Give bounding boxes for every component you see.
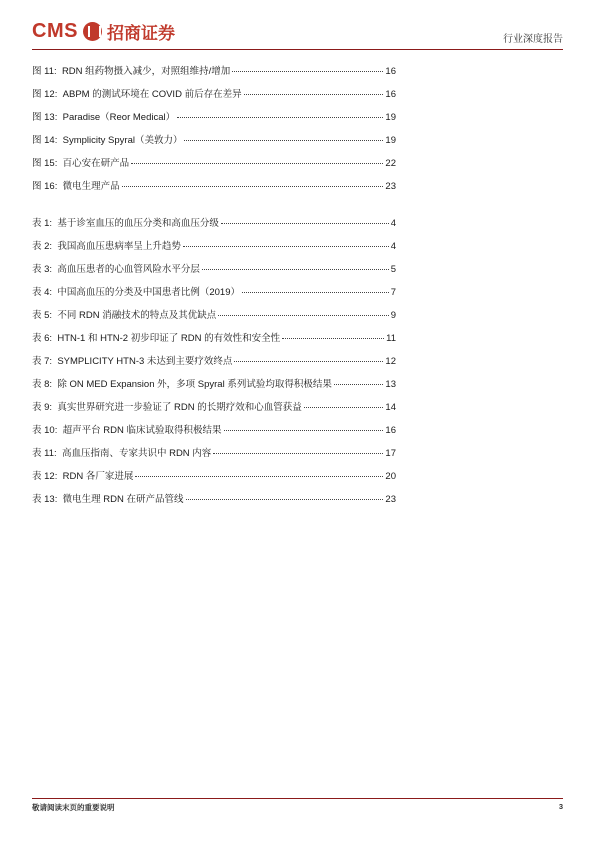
toc-entry-label: 表 5: xyxy=(32,310,53,321)
toc-entry-title: 超声平台 RDN 临床试验取得积极结果 xyxy=(62,425,222,436)
toc-entry-label: 表 7: xyxy=(32,356,53,367)
toc-entry-page: 13 xyxy=(385,379,396,390)
figure-index-entry[interactable] xyxy=(32,63,396,86)
logo-cms-text: CMS xyxy=(32,19,78,42)
toc-entry-title: 真实世界研究进一步验证了 RDN 的长期疗效和心血管获益 xyxy=(57,402,302,413)
logo-seal-icon xyxy=(83,22,102,41)
toc-entry-page: 14 xyxy=(385,402,396,413)
dot-leader xyxy=(304,407,384,408)
table-index-entry[interactable] xyxy=(32,261,396,284)
toc-entry-label: 表 9: xyxy=(32,402,53,413)
toc-entry-label: 表 8: xyxy=(32,379,53,390)
toc-entry-title: 微电生理 RDN 在研产品管线 xyxy=(62,494,184,505)
dot-leader xyxy=(135,476,383,477)
dot-leader xyxy=(186,499,384,500)
table-index-entry[interactable] xyxy=(32,399,396,422)
toc-entry-title: HTN-1 和 HTN-2 初步印证了 RDN 的有效性和安全性 xyxy=(57,333,281,344)
toc-entry-page: 19 xyxy=(385,112,396,123)
toc-entry-label: 图 11: xyxy=(32,66,57,77)
toc-entry-page: 23 xyxy=(385,494,396,505)
table-index-entry[interactable] xyxy=(32,215,396,238)
table-index-entry[interactable] xyxy=(32,307,396,330)
figure-index-entry[interactable] xyxy=(32,155,396,178)
dot-leader xyxy=(242,292,389,293)
company-logo xyxy=(32,18,175,44)
toc-entry-label: 表 6: xyxy=(32,333,53,344)
toc-entry-page: 4 xyxy=(390,218,396,229)
dot-leader xyxy=(244,94,384,95)
toc-entry-label: 表 12: xyxy=(32,471,58,482)
figure-index xyxy=(32,63,396,201)
toc-entry-label: 表 10: xyxy=(32,425,58,436)
toc-entry-page: 4 xyxy=(390,241,396,252)
toc-entry-label: 表 11: xyxy=(32,448,57,459)
toc-entry-label: 图 12: xyxy=(32,89,58,100)
disclaimer-note: 敬请阅读末页的重要说明 xyxy=(32,803,115,812)
toc-entry-title: 除 ON MED Expansion 外，多项 Spyral 系列试验均取得积极结果 xyxy=(57,379,332,390)
toc-entry-label: 图 16: xyxy=(32,181,58,192)
table-index-entry[interactable] xyxy=(32,491,396,514)
dot-leader xyxy=(202,269,389,270)
table-index-entry[interactable] xyxy=(32,353,396,376)
toc-entry-title: SYMPLICITY HTN-3 未达到主要疗效终点 xyxy=(57,356,233,367)
toc-entry-label: 图 13: xyxy=(32,112,58,123)
toc-entry-page: 23 xyxy=(385,181,396,192)
dot-leader xyxy=(122,186,384,187)
toc-entry-title: 高血压指南、专家共识中 RDN 内容 xyxy=(61,448,212,459)
toc-entry-title: 基于诊室血压的血压分类和高血压分级 xyxy=(57,218,219,229)
toc-entry-label: 表 13: xyxy=(32,494,58,505)
toc-entry-title: 中国高血压的分类及中国患者比例（2019） xyxy=(57,287,240,298)
toc-entry-label: 图 15: xyxy=(32,158,58,169)
toc-entry-page: 7 xyxy=(390,287,396,298)
page-header xyxy=(0,0,595,52)
dot-leader xyxy=(232,71,383,72)
dot-leader xyxy=(334,384,384,385)
toc-entry-label: 表 3: xyxy=(32,264,53,275)
figure-index-entry[interactable] xyxy=(32,86,396,109)
figure-index-entry[interactable] xyxy=(32,132,396,155)
toc-entry-page: 19 xyxy=(385,135,396,146)
toc-entry-title: 微电生理产品 xyxy=(62,181,120,192)
logo-chinese-text: 招商证券 xyxy=(106,23,175,44)
figure-index-entry[interactable] xyxy=(32,109,396,132)
header-divider xyxy=(32,49,563,50)
dot-leader xyxy=(234,361,383,362)
dot-leader xyxy=(282,338,384,339)
table-index-entry[interactable] xyxy=(32,422,396,445)
toc-entry-page: 5 xyxy=(390,264,396,275)
toc-entry-label: 表 4: xyxy=(32,287,53,298)
toc-entry-page: 20 xyxy=(385,471,396,482)
dot-leader xyxy=(213,453,383,454)
table-index-entry[interactable] xyxy=(32,376,396,399)
toc-entry-title: RDN 组药物摄入减少，对照组维持/增加 xyxy=(61,66,231,77)
toc-entry-title: 高血压患者的心血管风险水平分层 xyxy=(57,264,200,275)
toc-entry-page: 11 xyxy=(386,333,396,344)
toc-entry-page: 9 xyxy=(390,310,396,321)
dot-leader xyxy=(177,117,383,118)
table-index-entry[interactable] xyxy=(32,468,396,491)
dot-leader xyxy=(218,315,388,316)
toc-entry-label: 表 2: xyxy=(32,241,53,252)
toc-entry-title: ABPM 的测试环境在 COVID 前后存在差异 xyxy=(62,89,242,100)
dot-leader xyxy=(221,223,389,224)
dot-leader xyxy=(131,163,383,164)
table-index-entry[interactable] xyxy=(32,330,396,353)
toc-entry-title: Paradise（Reor Medical） xyxy=(62,112,176,123)
toc-entry-page: 16 xyxy=(385,89,396,100)
dot-leader xyxy=(184,140,383,141)
toc-entry-title: Symplicity Spyral（美敦力） xyxy=(62,135,183,146)
table-index xyxy=(32,215,396,514)
table-index-entry[interactable] xyxy=(32,238,396,261)
figure-index-entry[interactable] xyxy=(32,178,396,201)
toc-entry-page: 16 xyxy=(385,66,396,77)
dot-leader xyxy=(183,246,389,247)
footer-divider xyxy=(32,798,563,799)
table-index-entry[interactable] xyxy=(32,445,396,468)
toc-entry-page: 12 xyxy=(385,356,396,367)
table-index-entry[interactable] xyxy=(32,284,396,307)
toc-entry-page: 16 xyxy=(385,425,396,436)
report-type-label: 行业深度报告 xyxy=(503,34,563,45)
toc-entry-title: 百心安在研产品 xyxy=(62,158,130,169)
page-number: 3 xyxy=(558,802,563,811)
toc-entry-page: 17 xyxy=(385,448,396,459)
toc-entry-title: 我国高血压患病率呈上升趋势 xyxy=(57,241,181,252)
dot-leader xyxy=(224,430,384,431)
toc-entry-title: RDN 各厂家进展 xyxy=(62,471,134,482)
toc-entry-title: 不同 RDN 消融技术的特点及其优缺点 xyxy=(57,310,217,321)
toc-entry-page: 22 xyxy=(385,158,396,169)
toc-entry-label: 图 14: xyxy=(32,135,58,146)
toc-entry-label: 表 1: xyxy=(32,218,53,229)
